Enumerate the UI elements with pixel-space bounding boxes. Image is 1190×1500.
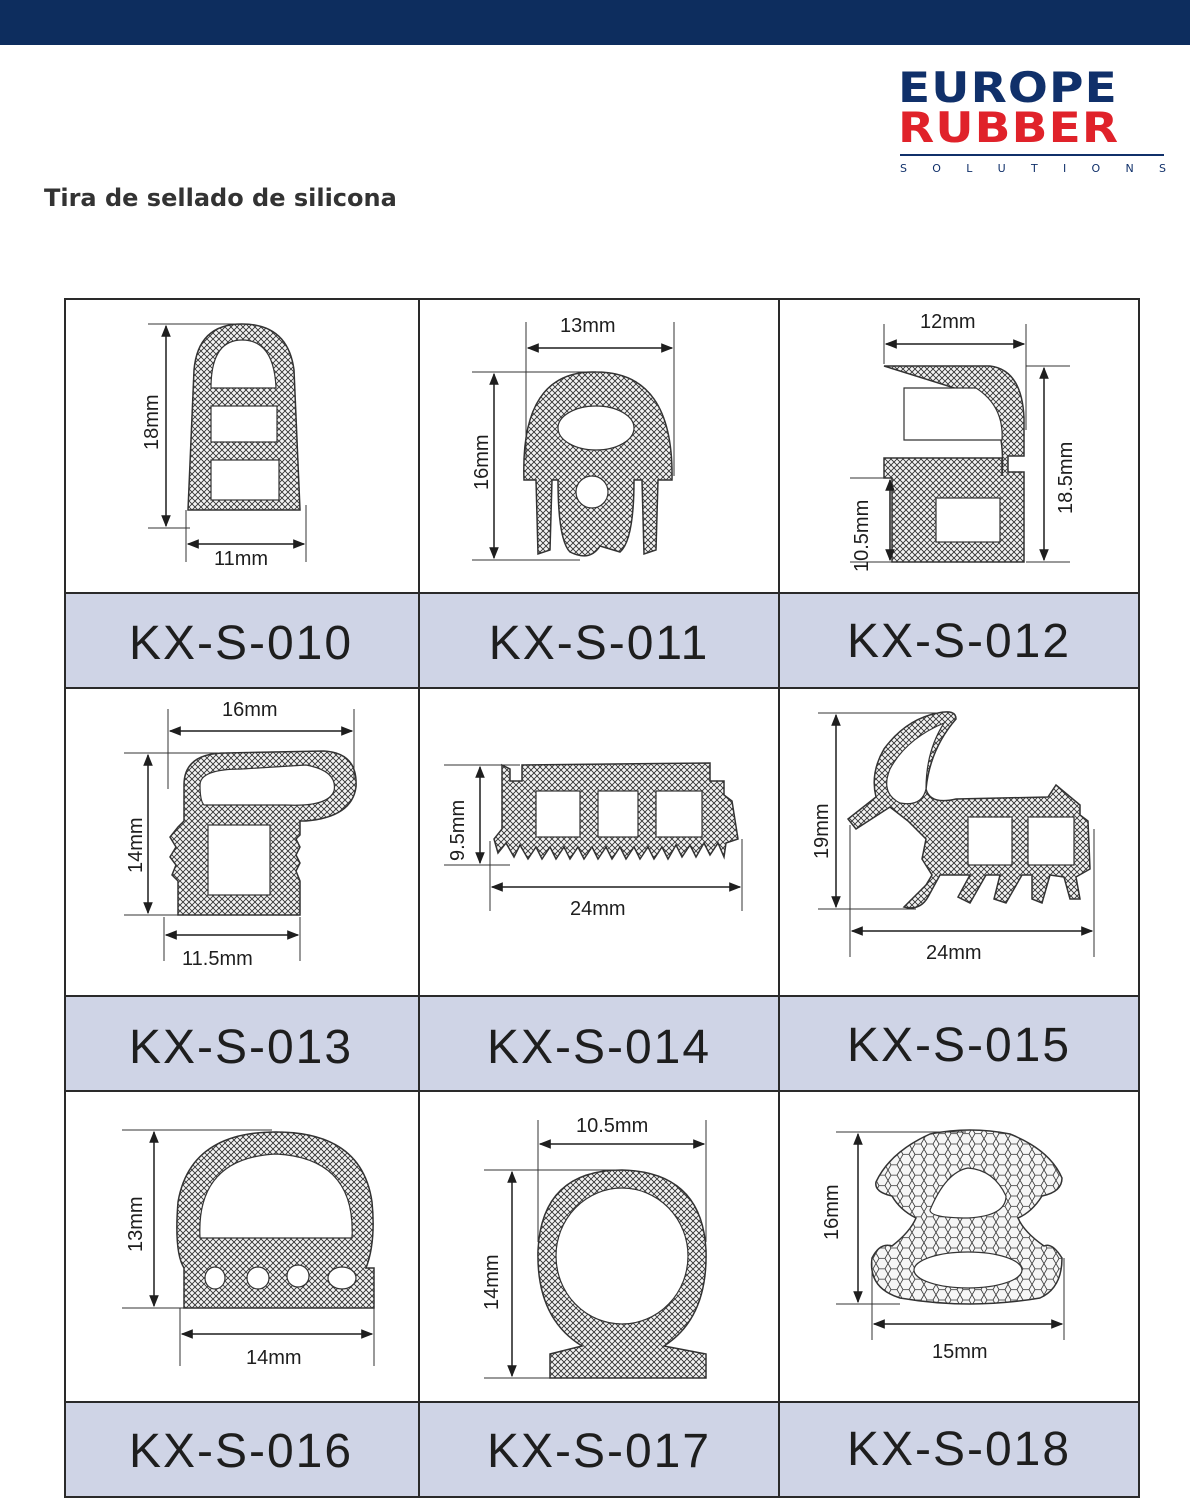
logo-tagline-letter: O bbox=[1091, 162, 1101, 175]
logo-tagline-letter: S bbox=[1159, 162, 1166, 175]
dimension-width: 12mm bbox=[920, 311, 976, 333]
dimension-height: 18mm bbox=[141, 394, 163, 450]
logo-tagline-letter: T bbox=[1030, 162, 1038, 175]
logo-line-europe: EUROPE bbox=[898, 63, 1118, 112]
dimension-width-top: 16mm bbox=[222, 699, 278, 721]
dimension-height: 14mm bbox=[481, 1254, 503, 1310]
table-rule bbox=[1138, 298, 1140, 1498]
dimension-height: 13mm bbox=[125, 1196, 147, 1252]
dimension-height: 18.5mm bbox=[1055, 441, 1077, 514]
table-rule bbox=[64, 995, 1140, 997]
profile-code: KX-S-012 bbox=[846, 615, 1072, 668]
profile-drawing-kx-s-013 bbox=[66, 689, 418, 995]
profile-drawing-kx-s-016 bbox=[66, 1092, 418, 1400]
profile-code: KX-S-018 bbox=[846, 1423, 1072, 1476]
logo-tagline-letter: U bbox=[997, 162, 1006, 175]
dimension-width-base: 11.5mm bbox=[182, 948, 253, 970]
table-rule bbox=[64, 1401, 1140, 1403]
logo-divider bbox=[900, 154, 1164, 156]
dimension-width: 24mm bbox=[926, 942, 982, 964]
dimension-width: 11mm bbox=[214, 548, 269, 570]
header-bar bbox=[0, 0, 1190, 45]
dimension-width: 24mm bbox=[570, 898, 626, 920]
logo-tagline-letter: O bbox=[932, 162, 941, 175]
profile-code: KX-S-014 bbox=[486, 1021, 712, 1074]
profile-code: KX-S-010 bbox=[128, 617, 354, 670]
europe-rubber-logo bbox=[898, 63, 1168, 178]
dimension-height-lower: 10.5mm bbox=[851, 499, 873, 572]
profile-code: KX-S-013 bbox=[128, 1021, 354, 1074]
profile-drawing-kx-s-012 bbox=[780, 300, 1138, 592]
dimension-height: 16mm bbox=[471, 434, 493, 490]
dimension-width: 10.5mm bbox=[576, 1115, 649, 1137]
profile-drawing-kx-s-014 bbox=[420, 689, 778, 995]
logo-tagline bbox=[900, 162, 1166, 175]
page-title: Tira de sellado de silicona bbox=[44, 184, 397, 212]
profile-drawing-kx-s-017 bbox=[420, 1092, 778, 1400]
profile-drawing-kx-s-018 bbox=[780, 1092, 1138, 1400]
dimension-height: 9.5mm bbox=[447, 799, 469, 861]
table-rule bbox=[64, 592, 1140, 594]
dimension-height: 19mm bbox=[811, 803, 833, 859]
dimension-height: 14mm bbox=[125, 817, 147, 873]
profile-code: KX-S-015 bbox=[846, 1019, 1072, 1072]
profile-code: KX-S-017 bbox=[486, 1425, 712, 1478]
dimension-width: 14mm bbox=[246, 1347, 302, 1369]
table-rule bbox=[64, 1496, 1140, 1498]
profile-drawing-kx-s-015 bbox=[780, 689, 1138, 995]
profile-catalog-table bbox=[64, 298, 1140, 1498]
profile-code: KX-S-011 bbox=[488, 617, 710, 670]
dimension-width: 13mm bbox=[560, 315, 616, 337]
profile-code: KX-S-016 bbox=[128, 1425, 354, 1478]
logo-tagline-letter: N bbox=[1125, 162, 1134, 175]
dimension-width: 15mm bbox=[932, 1341, 988, 1363]
logo-tagline-letter: S bbox=[900, 162, 907, 175]
profile-drawing-kx-s-010 bbox=[66, 300, 418, 592]
dimension-height: 16mm bbox=[821, 1184, 843, 1240]
logo-tagline-letter: L bbox=[966, 162, 973, 175]
logo-line-rubber: RUBBER bbox=[898, 103, 1120, 152]
profile-drawing-kx-s-011 bbox=[420, 300, 778, 592]
logo-tagline-letter: I bbox=[1063, 162, 1067, 175]
